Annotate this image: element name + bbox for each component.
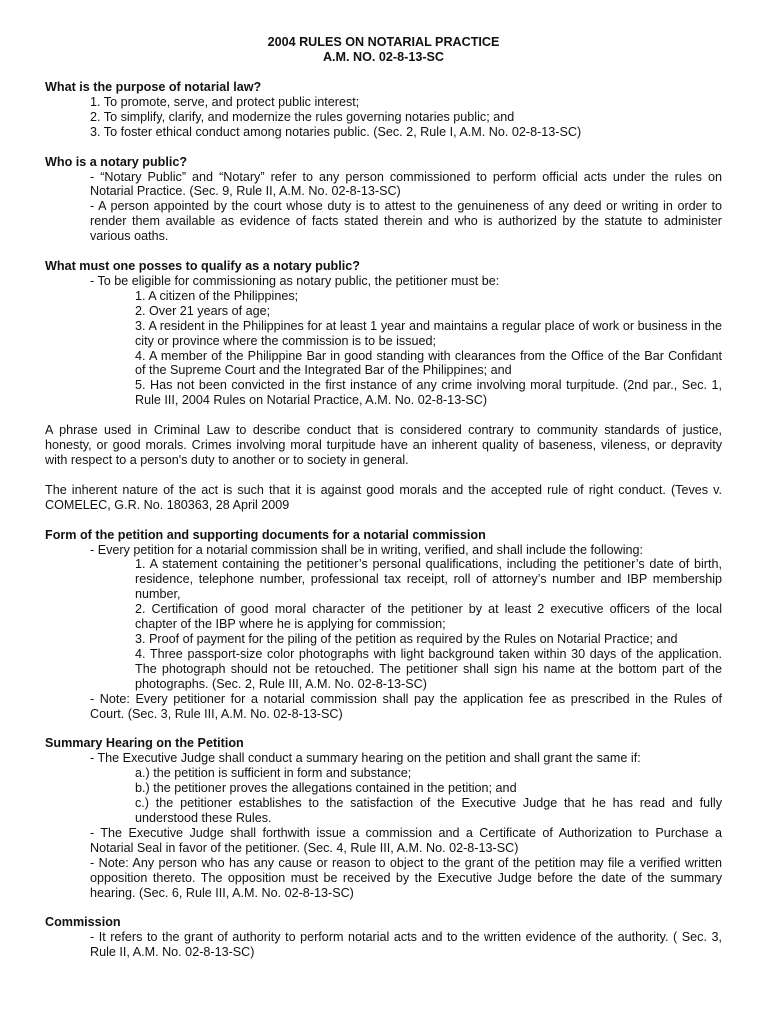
- section-note: - Note: Any person who has any cause or reason to object to the grant of the petition may file a verified written opposition thereto. The opposition must be received by the Executive Judge before the date of the summary hearing. (Sec. 6, Rule III, A.M. No. 02-8-13-SC): [90, 855, 722, 900]
- list-item: - “Notary Public” and “Notary” refer to any person commissioned to perform official acts under the rules on Notarial Practice. (Sec. 9, Rule II, A.M. No. 02-8-13-SC): [90, 169, 722, 199]
- section-petition-form: [45, 528, 722, 722]
- section-intro: - The Executive Judge shall conduct a summary hearing on the petition and shall grant the same if:: [90, 751, 641, 766]
- section-notary-public: [45, 155, 722, 244]
- section-heading: Form of the petition and supporting documents for a notarial commission: [45, 527, 486, 542]
- list-item: 4. A member of the Philippine Bar in good standing with clearances from the Office of the Bar Confidant of the Supreme Court and the Integrated Bar of the Philippines; and: [135, 348, 722, 378]
- section-purpose: [45, 80, 722, 140]
- list-item: 1. A citizen of the Philippines;: [135, 288, 299, 303]
- list-item: 1. A statement containing the petitioner’s personal qualifications, including the petitioner’s date of birth, residence, telephone number, professional tax receipt, roll of attorney’s number and IBP membership number,: [135, 557, 722, 602]
- list-item: c.) the petitioner establishes to the satisfaction of the Executive Judge that he has read and fully understood these Rules.: [135, 796, 722, 825]
- list-item: - It refers to the grant of authority to perform notarial acts and to the written evidence of the authority. ( Sec. 3, Rule II, A.M. No. 02-8-13-SC): [90, 930, 722, 960]
- section-intro: - Every petition for a notarial commission shall be in writing, verified, and shall include the following:: [90, 542, 643, 557]
- list-item: 2. Over 21 years of age;: [135, 303, 271, 318]
- section-heading: What must one posses to qualify as a notary public?: [45, 259, 360, 274]
- title-line-2: A.M. NO. 02-8-13-SC: [322, 50, 445, 64]
- section-heading: Who is a notary public?: [45, 154, 188, 169]
- section-heading: Commission: [45, 915, 121, 930]
- list-item: 1. To promote, serve, and protect public interest;: [90, 94, 360, 109]
- list-item: 3. A resident in the Philippines for at least 1 year and maintains a regular place of work or business in the city or province where the commission is to be issued;: [135, 318, 722, 348]
- list-item: - A person appointed by the court whose duty is to attest to the genuineness of any deed or writing in order to render them available as evidence of facts stated therein and who is authorized by the statute to administer various oaths.: [90, 199, 722, 244]
- list-item: 2. Certification of good moral character of the petitioner by at least 2 executive officers of the local chapter of the IBP where he is applying for commission;: [135, 602, 722, 632]
- section-summary-hearing: [45, 736, 722, 900]
- list-item: 3. To foster ethical conduct among notaries public. (Sec. 2, Rule I, A.M. No. 02-8-13-SC): [90, 124, 582, 139]
- section-heading: Summary Hearing on the Petition: [45, 736, 244, 751]
- list-item: b.) the petitioner proves the allegations contained in the petition; and: [135, 781, 517, 796]
- list-item: 3. Proof of payment for the piling of the petition as required by the Rules on Notarial Practice; and: [135, 632, 678, 646]
- moral-turpitude-paragraph: A phrase used in Criminal Law to describe conduct that is considered contrary to community standards of justice, honesty, or good morals. Crimes involving moral turpitude have an inherent quality of baseness, vileness, or depravity with respect to a person's duty to another or to society in general.: [45, 423, 722, 467]
- list-item: - The Executive Judge shall forthwith issue a commission and a Certificate of Authorization to Purchase a Notarial Seal in favor of the petitioner. (Sec. 4, Rule III, A.M. No. 02-8-13-SC): [90, 825, 722, 855]
- list-item: 5. Has not been convicted in the first instance of any crime involving moral turpitude. (2nd par., Sec. 1, Rule III, 2004 Rules on Notarial Practice, A.M. No. 02-8-13-SC): [135, 378, 722, 408]
- list-item: 4. Three passport-size color photographs with light background taken within 30 days of the application. The photograph should not be retouched. The petitioner shall sign his name at the bottom part of the photographs. (Sec. 2, Rule III, A.M. No. 02-8-13-SC): [135, 646, 722, 691]
- list-item: 2. To simplify, clarify, and modernize the rules governing notaries public; and: [90, 109, 515, 124]
- section-qualifications: [45, 259, 722, 408]
- section-heading: What is the purpose of notarial law?: [45, 80, 262, 94]
- inherent-nature-paragraph: The inherent nature of the act is such that it is against good morals and the accepted rule of right conduct. (Teves v. COMELEC, G.R. No. 180363, 28 April 2009: [45, 482, 722, 512]
- document-title: [45, 35, 722, 65]
- title-line-1: 2004 RULES ON NOTARIAL PRACTICE: [267, 35, 500, 49]
- section-intro: - To be eligible for commissioning as notary public, the petitioner must be:: [90, 273, 500, 288]
- list-item: a.) the petition is sufficient in form and substance;: [135, 766, 412, 781]
- section-commission: [45, 915, 722, 960]
- section-note: - Note: Every petitioner for a notarial commission shall pay the application fee as prescribed in the Rules of Court. (Sec. 3, Rule III, A.M. No. 02-8-13-SC): [90, 691, 722, 721]
